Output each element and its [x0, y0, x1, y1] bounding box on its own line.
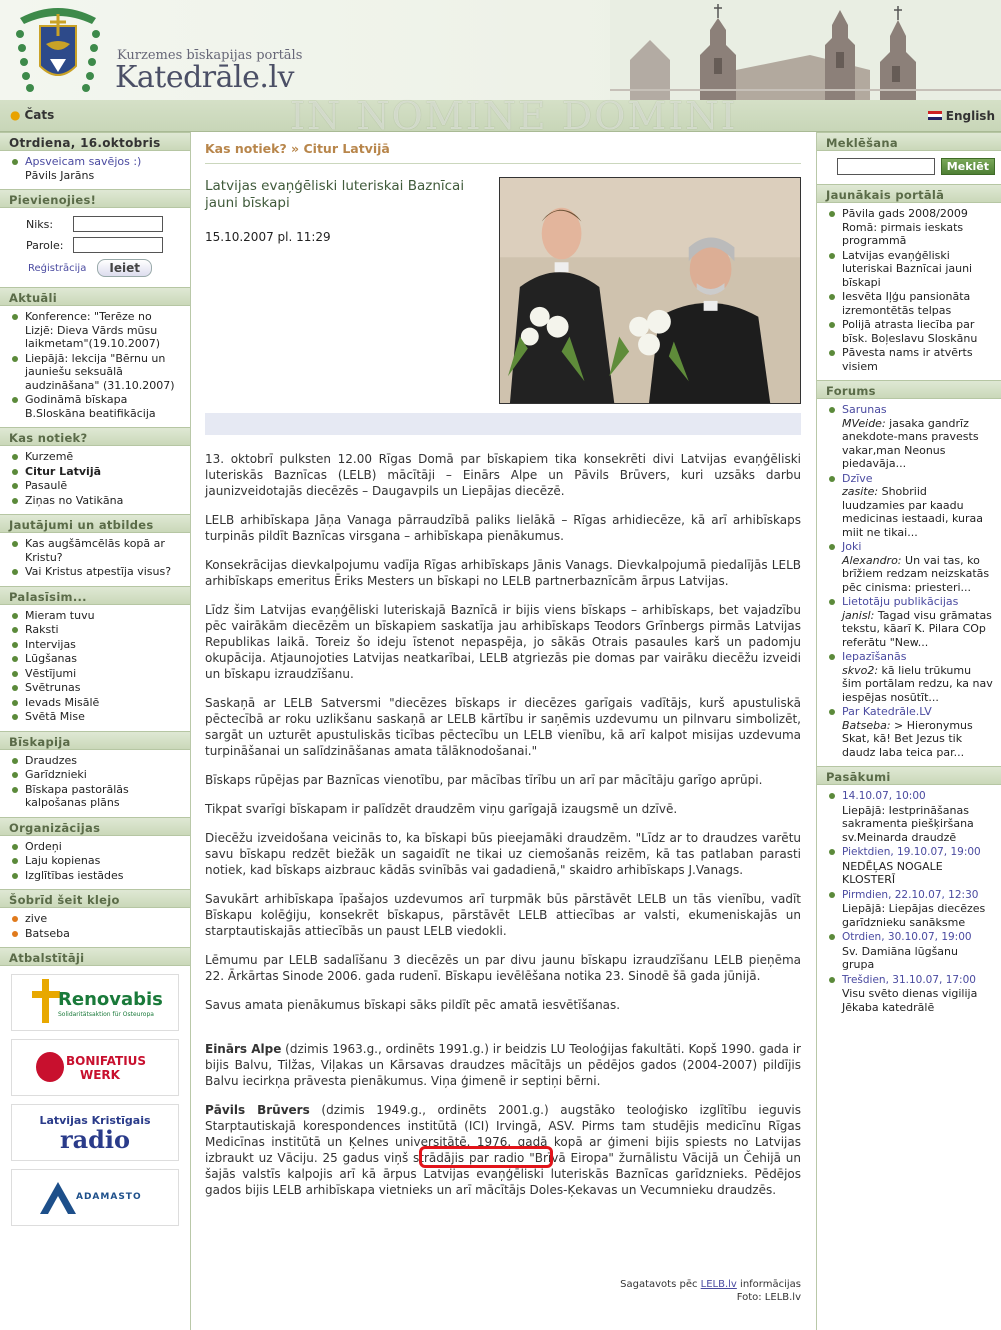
search-header: Meklēšana: [817, 132, 1001, 151]
article-paragraph: Konsekrācijas dievkalpojumu vadīja Rīgas arhibīskaps Jānis Vanags. Dievkalpojumā piedalījās LELB arhibīskaps emeritus Ēriks Mesters un bīskapi no LELB partnerbaznīcām ārpus Latvijas.: [205, 558, 801, 588]
forum-user: Batseba:: [842, 718, 891, 732]
bio-bruvers-text: (dzimis 1949.g., ordinēts 2001.g.) augstāko teoloģisko izglītību ieguvis Starptautiskajā korespondences institūtā (ICI) Irvingā, ASV. Pirms tam studējis medicīnu Rīgas Medicīnas institūtā un Ķelnes universitātē. 1976. gadā kopā ar ģimeni bijis spiests no Latvijas izbraukt uz Vāciju. 25 gadus viņš strādājis par radio "Brīvā Eiropa" žurnālistu Vācijā un Čehijā un šajās valstīs kalpojis arī kā ārpus Latvijas evaņģēliski luteriskās Baznīcas garīdznieks. Pēdējos gados bijis LELB arhibīskapa vietnieks un arī mācītājs Doles-Ķekavas un Vecumnieku draudzēs.: [205, 1103, 802, 1197]
kas-notiek-header: Kas notiek?: [0, 427, 190, 446]
event-item[interactable]: [827, 789, 993, 844]
portal-title-logo[interactable]: Katedrāle.lv: [115, 60, 294, 95]
event-date: Piektdien, 19.10.07, 19:00: [842, 846, 981, 858]
reading-item[interactable]: Vēstījumi: [10, 667, 182, 681]
bio-alpe-name: Einārs Alpe: [205, 1042, 282, 1056]
sponsors-header: Atbalstītāji: [0, 947, 190, 966]
forum-excerpt: Shobriid luudzamies par kaadu medicinas iestaadi, kuraa miit ne tikai...: [842, 485, 983, 539]
diocese-item[interactable]: Draudzes: [10, 754, 182, 768]
bio-alpe: [205, 1041, 801, 1089]
adamasto-logo-text: ADAMASTO: [76, 1192, 142, 1202]
events-box: [817, 785, 1001, 1021]
forum-item: [827, 472, 993, 540]
nav-item-pasaule[interactable]: Pasaulē: [10, 479, 182, 493]
events-header: Pasākumi: [817, 766, 1001, 785]
forum-user: Alexandro:: [842, 553, 902, 567]
right-sidebar: [816, 132, 1001, 1330]
highlight-annotation: [419, 1146, 553, 1168]
online-header: Šobrīd šeit klejo: [0, 889, 190, 908]
event-item[interactable]: [827, 845, 993, 887]
article-paragraph: Lēmumu par LELB sadalīšanu 3 diecēzēs un par divu jaunu bīskapu izraudzīšanu LELB pieņēma 22. Ārkārtas Sinode 2006. gada rudenī. Bīskapu ievēlēšana notika 23. Sinodē šā gada jūnijā.: [205, 953, 801, 983]
article-paragraph: Diecēžu izveidošana veicinās to, ka bīskapi būs pieejamāki draudzēm. "Līdz ar to draudzes varētu savu bīskapu redzēt biežāk un sagaidīt ne tikai uz ciemošanās reizēm, kā tas patlaban parasti notiek, kad bīskaps aizbrauc kādās svinībās vai gadadienā," skaidro arhibīskaps J.Vanags.: [205, 831, 801, 877]
radio-line2: radio: [59, 1125, 131, 1154]
renovabis-banner[interactable]: [11, 974, 179, 1031]
nav-item-citur-latvija-active[interactable]: Citur Latvijā: [10, 465, 182, 479]
forum-topic-link[interactable]: Dzīve: [842, 471, 873, 485]
aktuali-box: [0, 306, 190, 427]
forum-user: zasite:: [842, 485, 879, 498]
reading-item[interactable]: Mieram tuvu: [10, 609, 182, 623]
renovabis-cross-icon: [32, 979, 60, 1023]
article-paragraph: Savukārt arhibīskapa īpašajos uzdevumos arī turpmāk būs pārstāvēt LELB un tās vienību, vadīt Bīskapu kolēģiju, konsekrēt bīskapus, pārstāvēt LELB attiecības ar valsti, ekumeniskajās un starptautiskajās attiecībās un paust LELB viedokli.: [205, 892, 801, 938]
aktuali-header: Aktuāli: [0, 287, 190, 306]
photo-caption-bar: [205, 413, 801, 435]
event-date: Trešdien, 31.10.07, 17:00: [842, 973, 976, 986]
source-suffix: informācijas: [736, 1279, 801, 1290]
forum-topic-link[interactable]: Joki: [842, 540, 862, 553]
online-user[interactable]: Batseba: [10, 927, 182, 941]
english-label: English: [945, 109, 995, 123]
event-date: 14.10.07, 10:00: [842, 790, 926, 802]
event-date: Pirmdien, 22.10.07, 12:30: [842, 888, 979, 901]
radio-line1: Latvijas Kristīgais: [39, 1114, 151, 1127]
renovabis-logo-text: Renovabis: [58, 989, 163, 1010]
organization-item[interactable]: Ordeņi: [10, 840, 182, 854]
bio-alpe-text: (dzimis 1963.g., ordinēts 1991.g.) ir beidzis LU Teoloģijas fakultāti. Kopš 1990. gada ir bijis Balvu, Tilžas, Viļakas un Kārsavas draudzes mācītājs un pēdējos gados (2004-2007) pildījis Balvu iecirkņa prāvesta pienākumus. Viņa ģimenē ir septiņi bērni.: [205, 1042, 801, 1088]
left-sidebar: [0, 132, 191, 1330]
forum-item: [827, 650, 993, 704]
source-link[interactable]: LELB.lv: [700, 1279, 737, 1290]
bishop-coat-of-arms-logo[interactable]: [12, 4, 104, 98]
latest-item[interactable]: Latvijas evaņģēliski luteriskai Baznīcai jauni bīskapi: [827, 249, 993, 290]
aktuali-list: [10, 310, 182, 420]
reading-item[interactable]: Svētrunas: [10, 681, 182, 695]
bonifatius-banner[interactable]: [11, 1039, 179, 1096]
event-item[interactable]: [827, 888, 993, 930]
nav-item-kurzeme[interactable]: Kurzemē: [10, 450, 182, 464]
forums-box: [817, 399, 1001, 766]
forum-item: [827, 403, 993, 471]
forum-topic-link[interactable]: Sarunas: [842, 403, 887, 416]
source-prefix: Sagatavots pēc: [620, 1279, 701, 1290]
motto-bar: [0, 94, 1001, 138]
article-paragraph: 13. oktobrī pulksten 12.00 Rīgas Domā par bīskapiem tika konsekrēti divi Latvijas evaņģēliski luteriskās Baznīcas (LELB) mācītāji – Einārs Alpe un Pāvils Brūvers, kuri uzsāks darbu jaunizveidotajās diecēzēs – Daugavpils un Liepājas diecēzē.: [205, 452, 801, 498]
article-paragraph: Bīskaps rūpējas par Baznīcas vienotību, par mācības tīrību un arī par mācītāju garīgo aprūpi.: [205, 773, 763, 787]
password-input[interactable]: [73, 237, 163, 253]
article-title: Latvijas evaņģēliski luteriskai Baznīcai jauni bīskapi: [205, 178, 465, 211]
chat-icon: ●: [10, 108, 21, 122]
forum-user: MVeide:: [842, 416, 886, 430]
article-paragraph: Saskaņā ar LELB Satversmi "diecēzes bīskaps ir diecēzes garīgais vadītājs, kurš apustuliskā pēctecībā ar roku uzlikšanu saskaņā ar LELB kārtību ir saņēmis uzdevumu un pilnvaru simbolizēt, sargāt un uzturēt apustuliskās ticības pēctecību un LELB vienību, kā arī kalpot misijas uzdevuma turpināšanai un salīdzināšanas amata tālāknodošanai.": [205, 696, 801, 758]
article-paragraph: Savus amata pienākumus bīskapi sāks pildīt pēc amatā iesvētīšanas.: [205, 998, 621, 1012]
forum-excerpt: jasaka gandrīz anekdote-mans pravests vakar,man Neonus piedavāja...: [842, 416, 979, 470]
bonifatius-line2: WERK: [80, 1068, 120, 1082]
radio-banner[interactable]: [11, 1104, 179, 1161]
latest-item[interactable]: Pāvila gads 2008/2009 Romā: pirmais ieskats programmā: [827, 207, 993, 248]
forum-user: skvo2:: [842, 663, 879, 677]
latest-box: [817, 203, 1001, 380]
organization-item[interactable]: Laju kopienas: [10, 854, 182, 868]
chat-link[interactable]: [10, 108, 54, 122]
adamasto-banner[interactable]: [11, 1169, 179, 1226]
event-title: Liepājā: Iestprināšanas sakramenta piešķiršana sv.Meinarda draudzē: [842, 803, 974, 844]
site-header: [0, 0, 1001, 100]
forum-excerpt: Un vai tas, ko brīžiem redzam neizskatās pēc cinisma: priesteri...: [842, 553, 990, 594]
event-title: NEDĒĻAS NOGALE KLOSTERĪ: [842, 859, 943, 886]
portal-subtitle: Kurzemes bīskapijas portāls: [117, 48, 303, 63]
chat-label: Čats: [24, 108, 55, 122]
forum-excerpt: > Hieronymus Skat, kā! Bet Jezus tik daudz laba teica par...: [842, 718, 973, 759]
search-button[interactable]: Meklēt: [941, 158, 995, 175]
reading-item[interactable]: Svētā Mise: [10, 710, 182, 724]
organizacijas-box: [0, 836, 190, 890]
event-item[interactable]: [827, 973, 993, 1015]
forum-topic-link[interactable]: Iepazīšanās: [842, 650, 907, 663]
palasisim-header: Palasīsim...: [0, 586, 190, 605]
forum-topic-link[interactable]: Lietotāju publikācijas: [842, 595, 959, 608]
nick-row: [26, 216, 182, 232]
article-paragraph: LELB arhibīskapa Jāņa Vanaga pārraudzībā paliks lielākā – Rīgas arhidiecēze, kā arī arhibīskaps turpinās pildīt Baznīcas virsgana – arhibīskapa pienākumus.: [205, 513, 801, 543]
jautajumi-box: [0, 533, 190, 586]
event-item[interactable]: [827, 930, 993, 972]
bonifatius-emblem-icon: [36, 1052, 64, 1082]
password-label: Parole:: [26, 238, 64, 252]
forum-excerpt: Tagad visu grāmatas tekstu, kāarī K. Pilara COp referātu "New...: [842, 608, 992, 649]
article-column: [205, 132, 802, 1303]
forum-item: [827, 595, 993, 649]
bio-bruvers-name: Pāvils Brūvers: [205, 1103, 310, 1117]
breadcrumb-divider: [205, 163, 801, 164]
event-title: Liepājā: Liepājas diecēzes garīdznieku sanāksme: [842, 902, 986, 929]
question-item[interactable]: Vai Kristus atpestīja visus?: [10, 565, 182, 579]
article-paragraph: Līdz šim Latvijas evaņģēliski luteriskajā Baznīcā ir bijis viens bīskaps – arhibīskaps, bet vajadzību pēc vairākām diecēzēm un bīskapiem saskatīja jau arhibīskaps Teodors Grīnbergs pirmās Latvijas Republikas laikā. Toreiz šo ideju īstenot nepaspēja, jo sākās Otrais pasaules karš un padomju okupācija. Atjaunojoties Latvijas neatkarībai, LELB atgriezās pie domas par vairāku diecēžu izveidi un bīskapu izraudzīšanu.: [205, 603, 801, 681]
current-date: Otrdiena, 16.oktobris: [9, 136, 161, 150]
organization-item[interactable]: Izglītības iestādes: [10, 869, 182, 883]
forum-item: [827, 540, 993, 594]
event-title: Sv. Damiāna lūgšanu grupa: [842, 944, 958, 971]
sponsors-box: [0, 966, 190, 1226]
aktuali-item[interactable]: Konference: "Terēze no Lizjē: Dieva Vārds mūsu laikmetam"(19.10.2007): [10, 310, 182, 351]
renovabis-tagline: Solidaritätsaktion für Osteuropa: [58, 1011, 154, 1018]
greet-name: Pāvils Jarāns: [25, 168, 95, 182]
organizacijas-header: Organizācijas: [0, 817, 190, 836]
online-box: [0, 908, 190, 947]
forum-user: janisl:: [842, 608, 875, 622]
english-link[interactable]: [928, 109, 995, 123]
photo-credit: Foto: LELB.lv: [736, 1292, 801, 1303]
forums-header: Forums: [817, 380, 1001, 399]
adamasto-logo-icon: [38, 1180, 78, 1216]
uk-flag-icon: [928, 111, 942, 120]
aktuali-item[interactable]: Liepājā: lekcija "Bērnu un jauniešu seksuālā audzināšana" (31.10.2007): [10, 352, 182, 393]
reading-item[interactable]: Lūgšanas: [10, 652, 182, 666]
nav-item-vatikans[interactable]: Ziņas no Vatikāna: [10, 494, 182, 508]
nick-label: Niks:: [26, 217, 54, 231]
biskapija-header: Bīskapija: [0, 731, 190, 750]
search-input[interactable]: [837, 158, 935, 175]
question-item[interactable]: Kas augšāmcēlās kopā ar Kristu?: [10, 537, 182, 564]
login-header: Pievienojies!: [0, 189, 190, 208]
register-link[interactable]: Reģistrācija: [28, 262, 87, 274]
article-date: 15.10.2007 pl. 11:29: [205, 230, 331, 244]
article-paragraph: Tikpat svarīgi bīskapam ir palīdzēt draudzēm viņu garīgajā izaugsmē un dzīvē.: [205, 802, 678, 816]
article-source: [620, 1278, 801, 1304]
event-title: Visu svēto dienas vigilija Jēkaba katedrālē: [842, 987, 978, 1014]
jautajumi-header: Jautājumi un atbildes: [0, 514, 190, 533]
login-button[interactable]: Ieiet: [97, 259, 152, 277]
palasisim-box: [0, 605, 190, 731]
login-box: [0, 208, 190, 285]
search-box: [817, 151, 1001, 184]
diocese-item[interactable]: Bīskapa pastorālās kalpošanas plāns: [10, 783, 182, 810]
latest-item[interactable]: Polijā atrasta liecība par bīsk. Boļeslavu Sloskānu: [827, 318, 993, 345]
reading-item[interactable]: Intervijas: [10, 638, 182, 652]
login-actions: [28, 259, 152, 277]
forum-topic-link[interactable]: Par Katedrāle.LV: [842, 705, 932, 718]
diocese-item[interactable]: Garīdznieki: [10, 768, 182, 782]
bonifatius-logo-text: [66, 1054, 146, 1082]
bonifatius-line1: BONIFATIUS: [66, 1054, 147, 1068]
reading-item[interactable]: Raksti: [10, 623, 182, 637]
nick-input[interactable]: [73, 216, 163, 232]
aktuali-item[interactable]: Godināmā bīskapa B.Sloskāna beatifikācija: [10, 393, 182, 420]
latest-item[interactable]: Iesvēta Iļģu pansionāta izremontētās telpas: [827, 290, 993, 317]
biskapija-box: [0, 750, 190, 817]
online-user[interactable]: zive: [10, 912, 182, 926]
bishops-photo[interactable]: [499, 177, 801, 404]
latest-item[interactable]: Pāvesta nams ir atvērts visiem: [827, 346, 993, 373]
latest-header: Jaunākais portālā: [817, 184, 1001, 203]
cathedral-illustration: [610, 0, 1001, 100]
motto-text: IN NOMINE DOMINI: [290, 94, 738, 138]
greet-item[interactable]: [10, 155, 182, 182]
password-row: [26, 237, 182, 253]
reading-item[interactable]: Ievads Misālē: [10, 696, 182, 710]
forum-item: [827, 705, 993, 759]
event-date: Otrdien, 30.10.07, 19:00: [842, 931, 972, 943]
date-header: [0, 132, 190, 151]
article-body: [205, 451, 801, 1211]
greet-link[interactable]: Apsveicam savējos :): [25, 155, 142, 168]
breadcrumb[interactable]: Kas notiek? » Citur Latvijā: [205, 141, 390, 156]
forum-excerpt: kā lielu trūkumu šim portālam redzu, ka nav iespējas nosūtīt...: [842, 663, 993, 704]
kas-notiek-box: [0, 446, 190, 514]
greetings-box: [0, 151, 190, 189]
